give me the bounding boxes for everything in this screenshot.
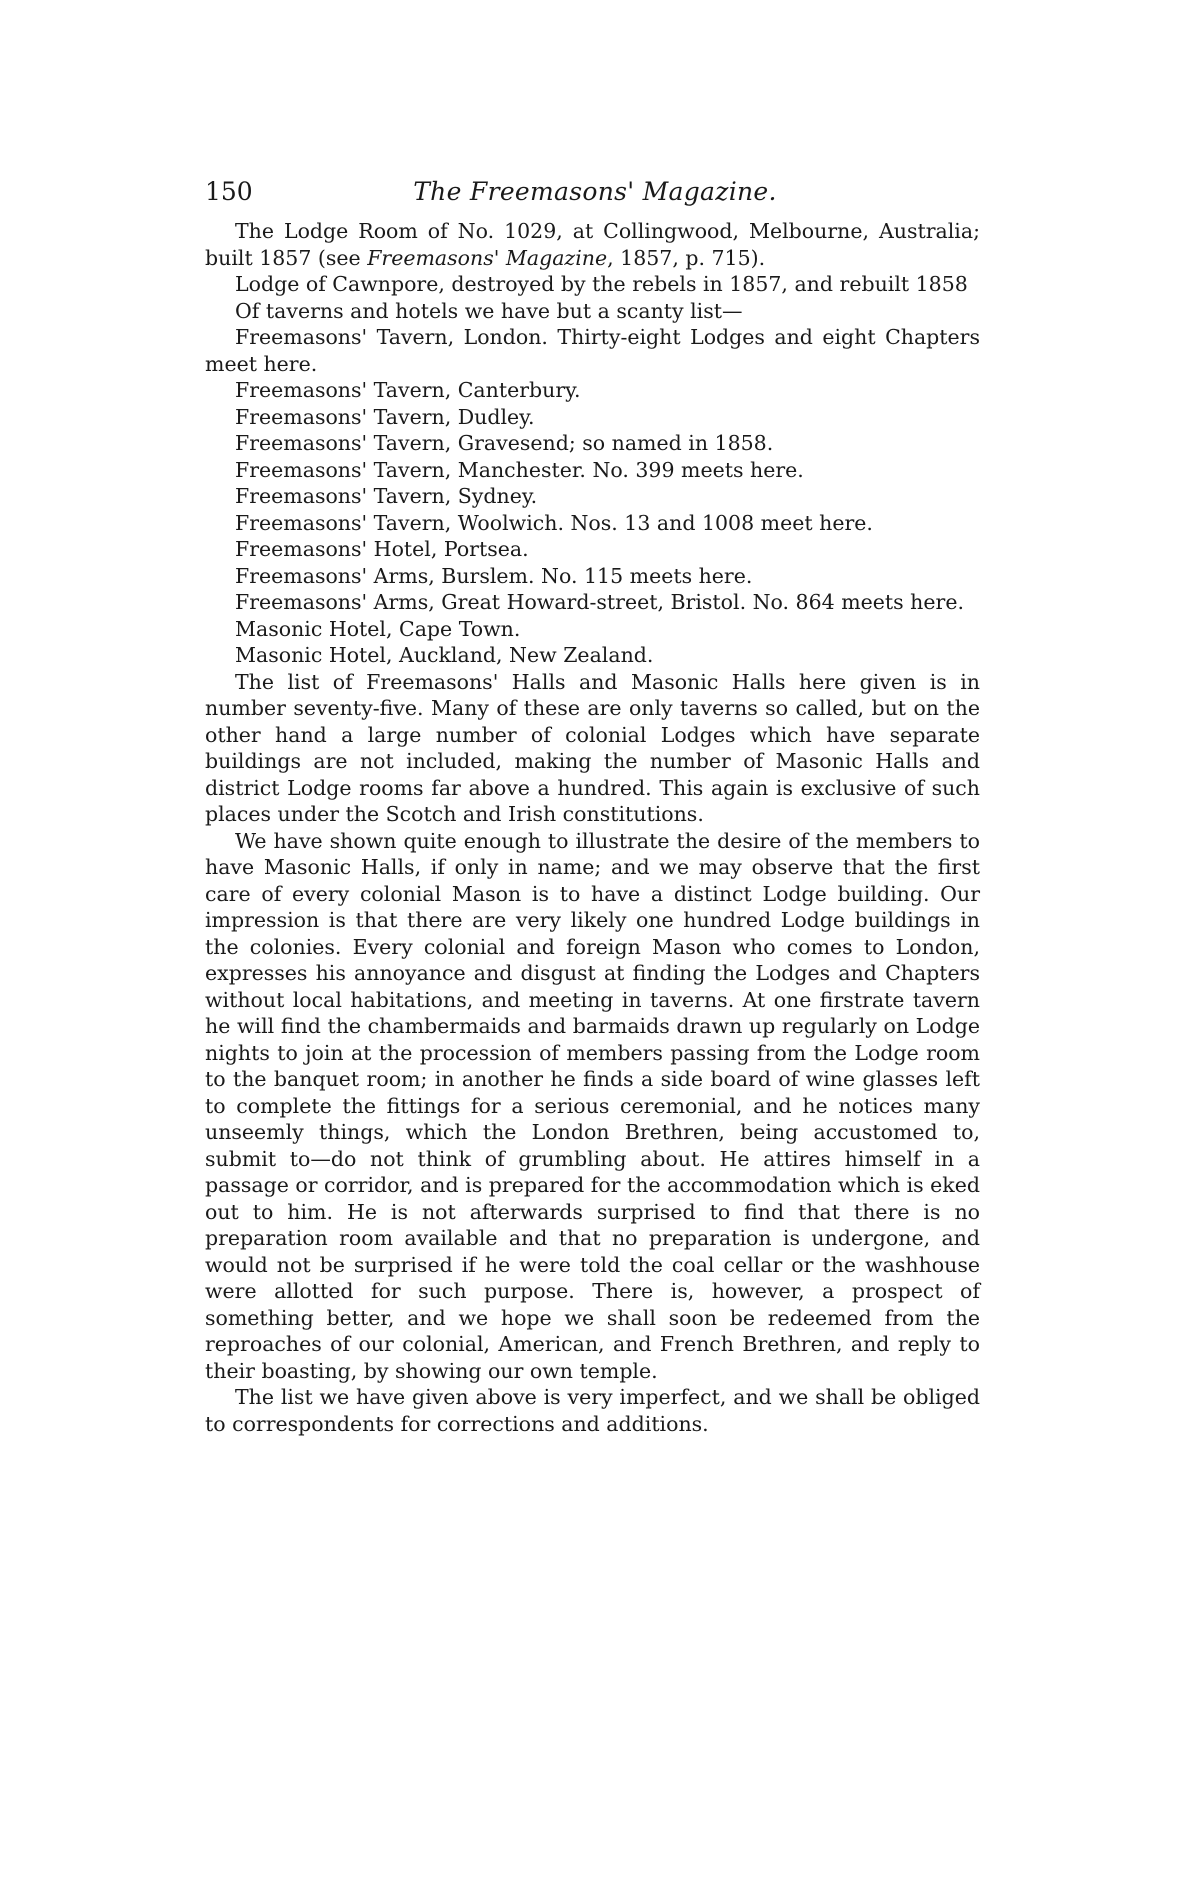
article-body <box>205 218 980 1437</box>
page-number: 150 <box>205 177 253 206</box>
paragraph: The Lodge Room of No. 1029, at Collingwood, Melbourne, Australia; built 1857 (see Freemasons' Magazine, 1857, p. 715). <box>205 219 980 270</box>
list-item: Freemasons' Tavern, London. Thirty-eight Lodges and eight Chapters meet here. <box>205 325 980 376</box>
list-item: Freemasons' Hotel, Portsea. <box>235 537 529 561</box>
magazine-title: Freemasons' Magazine <box>367 245 608 270</box>
list-item: Freemasons' Tavern, Sydney. <box>235 484 538 508</box>
list-item: Freemasons' Tavern, Manchester. No. 399 meets here. <box>235 457 804 482</box>
paragraph: Lodge of Cawnpore, destroyed by the rebels in 1857, and rebuilt 1858 <box>235 272 968 296</box>
list-item: Masonic Hotel, Auckland, New Zealand. <box>235 643 654 667</box>
list-item: Freemasons' Arms, Burslem. No. 115 meets here. <box>235 563 753 588</box>
list-item: Freemasons' Tavern, Canterbury. <box>235 378 581 402</box>
list-item: Freemasons' Tavern, Woolwich. Nos. 13 and 1008 meet here. <box>235 510 873 535</box>
list-item: Masonic Hotel, Cape Town. <box>235 616 521 641</box>
paragraph: The list of Freemasons' Halls and Masonic Halls here given is in number seventy-five. Many of these are only taverns so called, but on the other hand a large number of colonial Lodges which have separate buildings are not included, making the number of Masonic Halls and district Lodge rooms far above a hundred. This again is exclusive of such places under the Scotch and Irish constitutions. <box>205 669 980 826</box>
running-title: The Freemasons' Magazine. <box>413 177 777 206</box>
paragraph: We have shown quite enough to illustrate the desire of the members to have Masonic Halls, if only in name; and we may observe that the first care of every colonial Mason is to have a distinct Lodge building. Our impression is that there are very likely one hundred Lodge buildings in the colonies. Every colonial and foreign Mason who comes to London, expresses his annoyance and disgust at finding the Lodges and Chapters without local habitations, and meeting in taverns. At one firstrate tavern he will find the chambermaids and barmaids drawn up regularly on Lodge nights to join at the procession of members passing from the Lodge room to the banquet room; in another he finds a side board of wine glasses left to complete the fittings for a serious ceremonial, and he notices many unseemly things, which the London Brethren, being accustomed to, submit to—do not think of grumbling about. He attires himself in a passage or corridor, and is prepared for the accommodation which is eked out to him. He is not afterwards surprised to find that there is no preparation room available and that no preparation is undergone, and would not be surprised if he were told the coal cellar or the washhouse were allotted for such purpose. There is, however, a prospect of something better, and we hope we shall soon be redeemed from the reproaches of our colonial, American, and French Brethren, and reply to their boasting, by showing our own temple. <box>205 828 980 1383</box>
page-header <box>205 172 985 212</box>
list-item: Freemasons' Arms, Great Howard-street, Bristol. No. 864 meets here. <box>235 590 964 614</box>
list-item: Freemasons' Tavern, Gravesend; so named in 1858. <box>235 431 774 455</box>
paragraph: The list we have given above is very imperfect, and we shall be obliged to correspondents for corrections and additions. <box>205 1385 980 1436</box>
list-item: Freemasons' Tavern, Dudley. <box>235 404 535 429</box>
paragraph: Of taverns and hotels we have but a scanty list— <box>235 298 743 323</box>
